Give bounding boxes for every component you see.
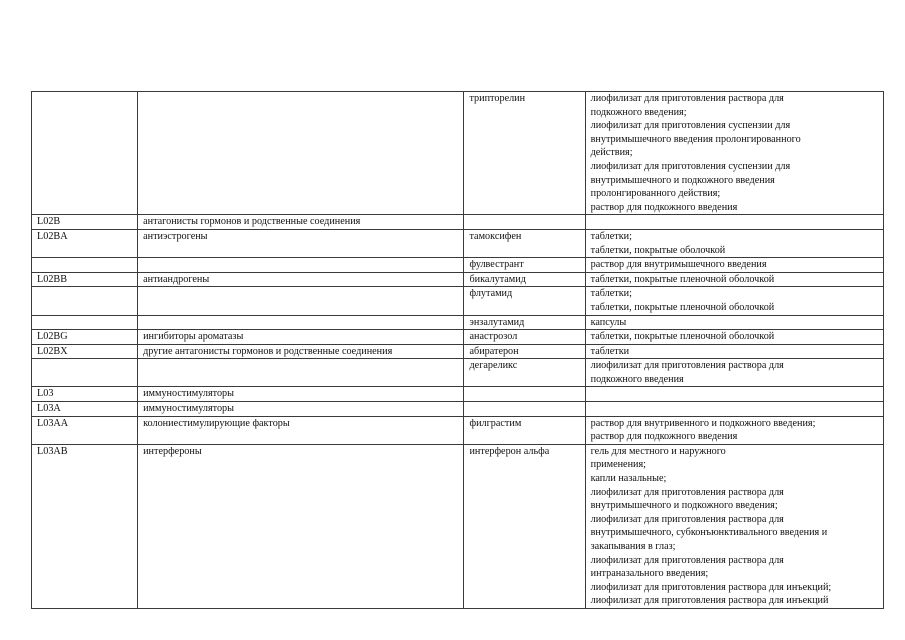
dosage-form-line: внутримышечного и подкожного введения;	[590, 500, 778, 512]
dosage-form-line: таблетки, покрытые оболочкой	[590, 244, 726, 256]
dosage-form-line: лиофилизат для приготовления раствора для	[590, 486, 784, 498]
dosage-forms-cell	[585, 315, 883, 330]
dosage-form-line: таблетки, покрытые пленочной оболочкой	[590, 301, 775, 313]
dosage-form-line: лиофилизат для приготовления раствора для	[590, 554, 784, 566]
dosage-form-line: таблетки, покрытые пленочной оболочкой	[590, 273, 775, 285]
group-name-cell	[138, 287, 464, 315]
table-row	[32, 387, 884, 402]
group-name-cell	[138, 92, 464, 215]
drug-classification-table	[31, 91, 884, 609]
dosage-forms-cell	[585, 272, 883, 287]
dosage-form-line: таблетки;	[590, 230, 632, 242]
atc-code-cell	[32, 359, 138, 387]
table-row	[32, 359, 884, 387]
table-row	[32, 287, 884, 315]
group-name-cell: ингибиторы ароматазы	[138, 330, 464, 345]
table-row	[32, 330, 884, 345]
dosage-forms-cell	[585, 258, 883, 273]
dosage-forms-cell	[585, 344, 883, 359]
dosage-form-line: внутримышечного, субконъюнктивального введения и	[590, 527, 828, 539]
dosage-form-line: лиофилизат для приготовления раствора для	[590, 360, 784, 372]
drug-name-cell: флутамид	[464, 287, 585, 315]
dosage-forms-cell	[585, 229, 883, 257]
atc-code-cell: L02BA	[32, 229, 138, 257]
dosage-forms-cell	[585, 287, 883, 315]
dosage-forms-cell	[585, 387, 883, 402]
atc-code-cell: L02B	[32, 215, 138, 230]
dosage-form-line: лиофилизат для приготовления раствора для инъекций;	[590, 581, 832, 593]
dosage-form-line: интраназального введения;	[590, 568, 709, 580]
dosage-forms-cell	[585, 359, 883, 387]
group-name-cell: колониестимулирующие факторы	[138, 416, 464, 444]
atc-code-cell: L02BB	[32, 272, 138, 287]
dosage-form-line: лиофилизат для приготовления раствора для	[590, 93, 784, 104]
dosage-form-line: подкожного введения	[590, 373, 684, 385]
table-row	[32, 444, 884, 608]
dosage-form-line: внутримышечного введения пролонгированного	[590, 133, 801, 145]
drug-name-cell: анастрозол	[464, 330, 585, 345]
group-name-cell: антиандрогены	[138, 272, 464, 287]
dosage-form-line: действия;	[590, 147, 633, 159]
drug-name-cell: дегареликс	[464, 359, 585, 387]
table-row	[32, 215, 884, 230]
atc-code-cell	[32, 258, 138, 273]
dosage-form-line: раствор для подкожного введения	[590, 201, 738, 213]
atc-code-cell	[32, 287, 138, 315]
drug-name-cell: тамоксифен	[464, 229, 585, 257]
atc-code-cell: L03	[32, 387, 138, 402]
atc-code-cell	[32, 92, 138, 215]
dosage-form-line: раствор для подкожного введения	[590, 431, 738, 443]
drug-name-cell: филграстим	[464, 416, 585, 444]
drug-name-cell	[464, 215, 585, 230]
table-row	[32, 272, 884, 287]
table-row	[32, 92, 884, 215]
group-name-cell	[138, 359, 464, 387]
dosage-form-line: внутримышечного и подкожного введения	[590, 174, 775, 186]
atc-code-cell: L03AA	[32, 416, 138, 444]
table-row	[32, 258, 884, 273]
dosage-forms-cell	[585, 330, 883, 345]
atc-code-cell: L02BG	[32, 330, 138, 345]
dosage-form-line: закапывания в глаз;	[590, 541, 676, 552]
dosage-form-line: таблетки;	[590, 288, 632, 300]
drug-name-cell	[464, 387, 585, 402]
table-row	[32, 229, 884, 257]
dosage-forms-cell	[585, 444, 883, 608]
dosage-form-line: лиофилизат для приготовления раствора для	[590, 513, 784, 525]
group-name-cell	[138, 258, 464, 273]
atc-code-cell: L02BX	[32, 344, 138, 359]
dosage-form-line: гель для местного и наружного	[590, 445, 726, 457]
dosage-form-line: подкожного введения;	[590, 106, 687, 118]
group-name-cell: интерфероны	[138, 444, 464, 608]
drug-name-cell: трипторелин	[464, 92, 585, 215]
dosage-form-line: капсулы	[590, 316, 627, 328]
dosage-form-line: применения;	[590, 459, 646, 471]
drug-name-cell: бикалутамид	[464, 272, 585, 287]
table-body	[32, 92, 884, 609]
table-row	[32, 315, 884, 330]
dosage-forms-cell	[585, 92, 883, 215]
dosage-forms-cell	[585, 402, 883, 417]
dosage-form-line: лиофилизат для приготовления суспензии для	[590, 160, 791, 172]
group-name-cell: другие антагонисты гормонов и родственные соединения	[138, 344, 464, 359]
atc-code-cell: L03AB	[32, 444, 138, 608]
atc-code-cell	[32, 315, 138, 330]
group-name-cell: иммуностимуляторы	[138, 402, 464, 417]
atc-code-cell: L03A	[32, 402, 138, 417]
group-name-cell: антагонисты гормонов и родственные соединения	[138, 215, 464, 230]
dosage-forms-cell	[585, 416, 883, 444]
table-row	[32, 344, 884, 359]
table-row	[32, 402, 884, 417]
dosage-form-line: лиофилизат для приготовления суспензии для	[590, 120, 791, 132]
dosage-form-line: таблетки	[590, 345, 630, 357]
dosage-form-line: раствор для внутривенного и подкожного введения;	[590, 417, 816, 429]
group-name-cell: иммуностимуляторы	[138, 387, 464, 402]
group-name-cell	[138, 315, 464, 330]
drug-name-cell: энзалутамид	[464, 315, 585, 330]
dosage-forms-cell	[585, 215, 883, 230]
drug-name-cell	[464, 402, 585, 417]
dosage-form-line: лиофилизат для приготовления раствора для инъекций	[590, 595, 829, 607]
drug-name-cell: фулвестрант	[464, 258, 585, 273]
drug-name-cell: абиратерон	[464, 344, 585, 359]
dosage-form-line: капли назальные;	[590, 473, 667, 485]
dosage-form-line: пролонгированного действия;	[590, 188, 721, 200]
group-name-cell: антиэстрогены	[138, 229, 464, 257]
dosage-form-line: раствор для внутримышечного введения	[590, 259, 767, 271]
table-row	[32, 416, 884, 444]
dosage-form-line: таблетки, покрытые пленочной оболочкой	[590, 331, 775, 343]
drug-name-cell: интерферон альфа	[464, 444, 585, 608]
